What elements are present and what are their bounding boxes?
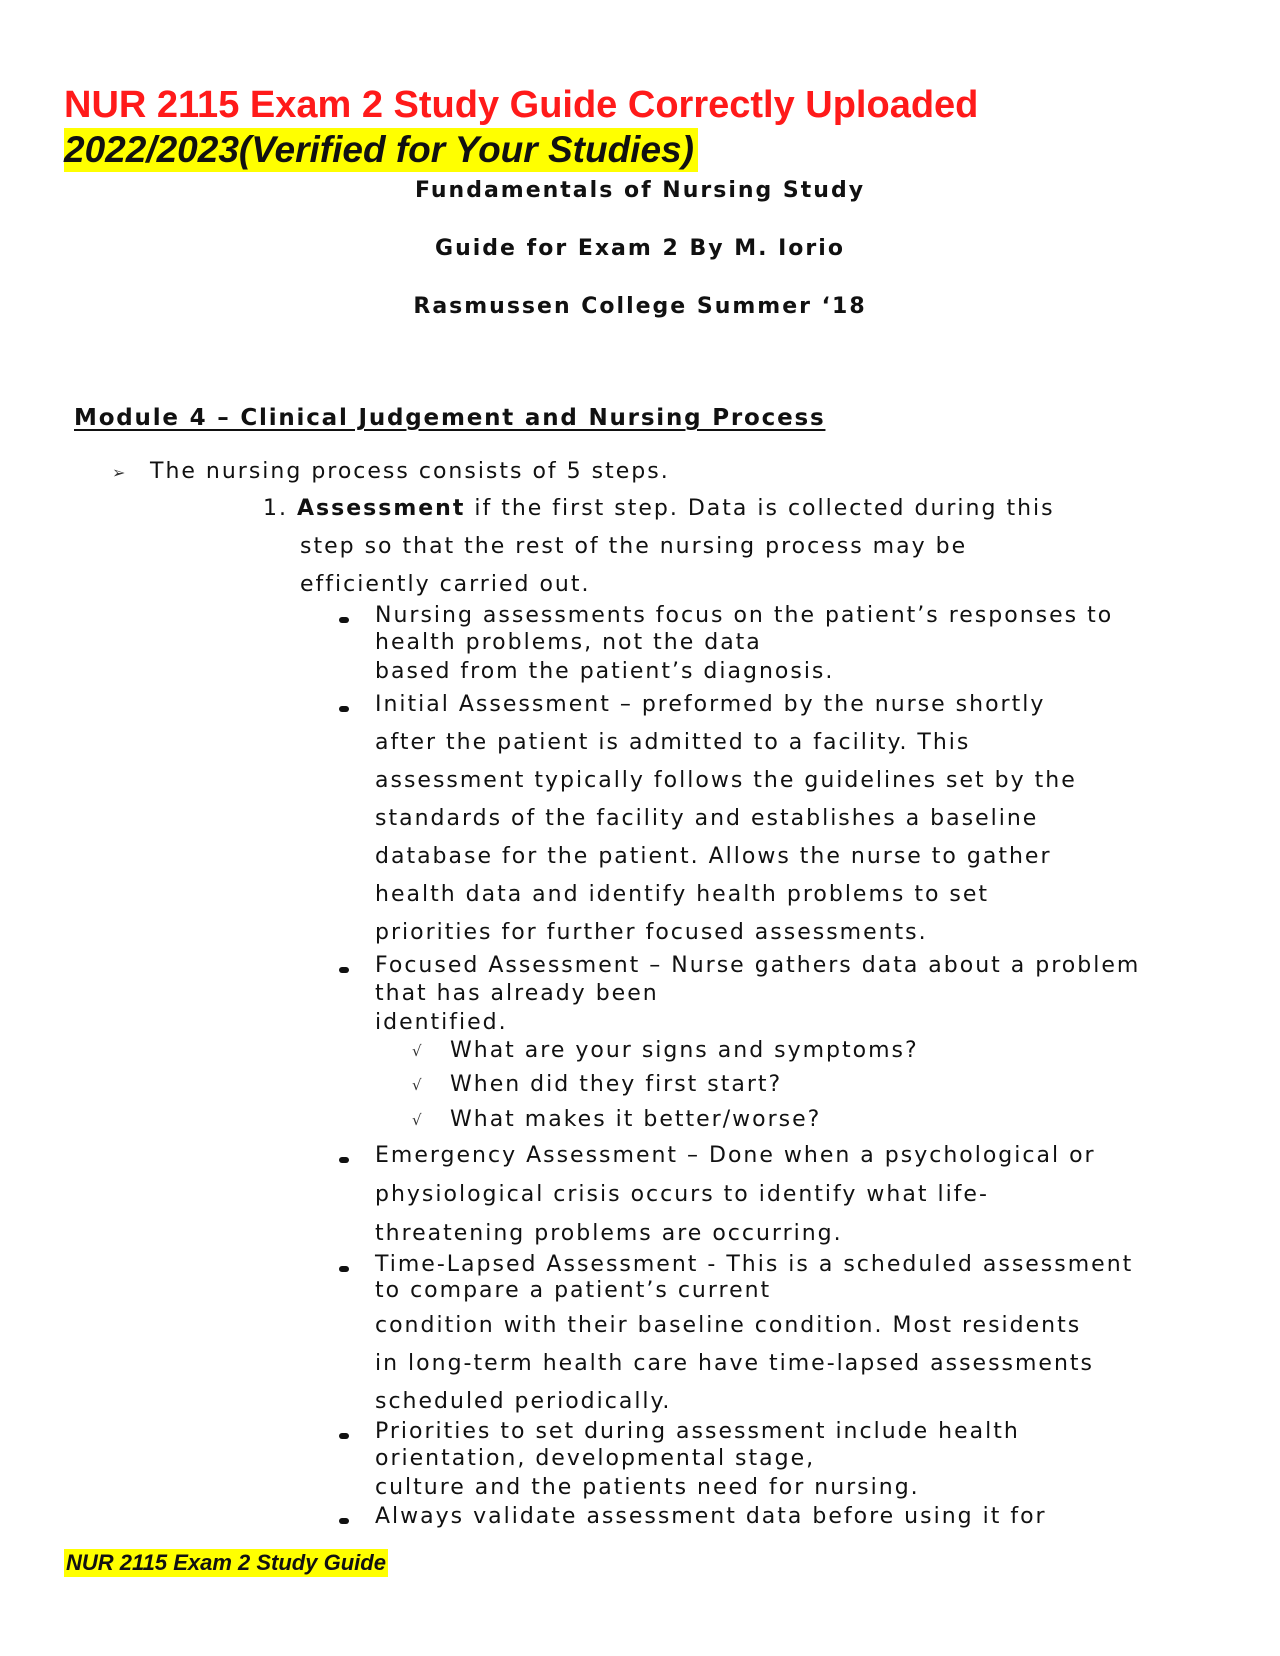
check-item-3: What makes it better/worse?	[450, 1107, 822, 1132]
check-icon: √	[412, 1042, 422, 1060]
bullet-6-line-2: orientation, developmental stage,	[375, 1446, 816, 1471]
bullet-4-line-3: threatening problems are occurring.	[375, 1221, 843, 1246]
bullet-2-line-2: after the patient is admitted to a facility. This	[375, 730, 971, 755]
bullet-5-line-1: Time-Lapsed Assessment - This is a scheduled assessment	[375, 1252, 1134, 1277]
bullet-3-line-2: that has already been	[375, 981, 659, 1006]
document-subtitle: 2022/2023(Verified for Your Studies)	[64, 128, 698, 172]
bullet-6-line-1: Priorities to set during assessment include health	[375, 1419, 1020, 1444]
bullet-5-line-2: to compare a patient’s current	[375, 1278, 772, 1303]
step-1-line	[263, 495, 1055, 523]
step-1-cont-2: efficiently carried out.	[300, 572, 591, 597]
check-item-1: What are your signs and symptoms?	[450, 1038, 919, 1063]
bullet-icon	[339, 1157, 349, 1163]
bullet-2-line-7: priorities for further focused assessments.	[375, 920, 928, 945]
bullet-2-line-4: standards of the facility and establishes a baseline	[375, 806, 1039, 831]
bullet-7-line-1: Always validate assessment data before using it for	[375, 1504, 1047, 1529]
bullet-icon	[339, 617, 349, 623]
bullet-3-line-3: identified.	[375, 1010, 508, 1035]
footer-label: NUR 2115 Exam 2 Study Guide	[66, 1550, 386, 1575]
bullet-1-line-1: Nursing assessments focus on the patient’s responses to	[375, 603, 1114, 628]
bullet-2-line-3: assessment typically follows the guidelines set by the	[375, 768, 1077, 793]
step-text: if the first step. Data is collected during this	[465, 496, 1055, 521]
bullet-5-line-3: condition with their baseline condition. Most residents	[375, 1313, 1082, 1338]
bullet-3-line-1: Focused Assessment – Nurse gathers data about a problem	[375, 953, 1141, 978]
bullet-icon	[339, 706, 349, 712]
step-title: Assessment	[297, 496, 466, 521]
bullet-2-line-1: Initial Assessment – preformed by the nurse shortly	[375, 692, 1046, 717]
bullet-4-line-1: Emergency Assessment – Done when a psychological or	[375, 1143, 1096, 1168]
intro-text: The nursing process consists of 5 steps.	[150, 459, 670, 484]
college-term-line: Rasmussen College Summer ‘18	[413, 294, 867, 319]
arrow-bullet-icon: ➢	[112, 463, 126, 482]
check-icon: √	[412, 1111, 422, 1129]
bullet-5-line-5: scheduled periodically.	[375, 1389, 672, 1414]
bullet-4-line-2: physiological crisis occurs to identify what life-	[375, 1182, 989, 1207]
check-item-2: When did they first start?	[450, 1072, 783, 1097]
module-heading: Module 4 – Clinical Judgement and Nursing Process	[74, 405, 826, 431]
bullet-2-line-6: health data and identify health problems to set	[375, 882, 990, 907]
bullet-icon	[339, 1518, 349, 1524]
bullet-5-line-4: in long-term health care have time-lapsed assessments	[375, 1351, 1095, 1376]
check-icon: √	[412, 1076, 422, 1094]
bullet-icon	[339, 1266, 349, 1272]
document-title: NUR 2115 Exam 2 Study Guide Correctly Uploaded	[64, 84, 979, 126]
bullet-1-line-2: health problems, not the data	[375, 630, 762, 655]
bullet-6-line-3: culture and the patients need for nursing.	[375, 1475, 920, 1500]
step-1-cont-1: step so that the rest of the nursing process may be	[300, 534, 968, 559]
bullet-1-line-3: based from the patient’s diagnosis.	[375, 659, 835, 684]
bullet-2-line-5: database for the patient. Allows the nurse to gather	[375, 844, 1052, 869]
bullet-icon	[339, 1433, 349, 1439]
bullet-icon	[339, 967, 349, 973]
guide-author-line: Guide for Exam 2 By M. Iorio	[435, 236, 845, 261]
step-number: 1.	[263, 496, 288, 521]
course-line: Fundamentals of Nursing Study	[414, 178, 866, 203]
